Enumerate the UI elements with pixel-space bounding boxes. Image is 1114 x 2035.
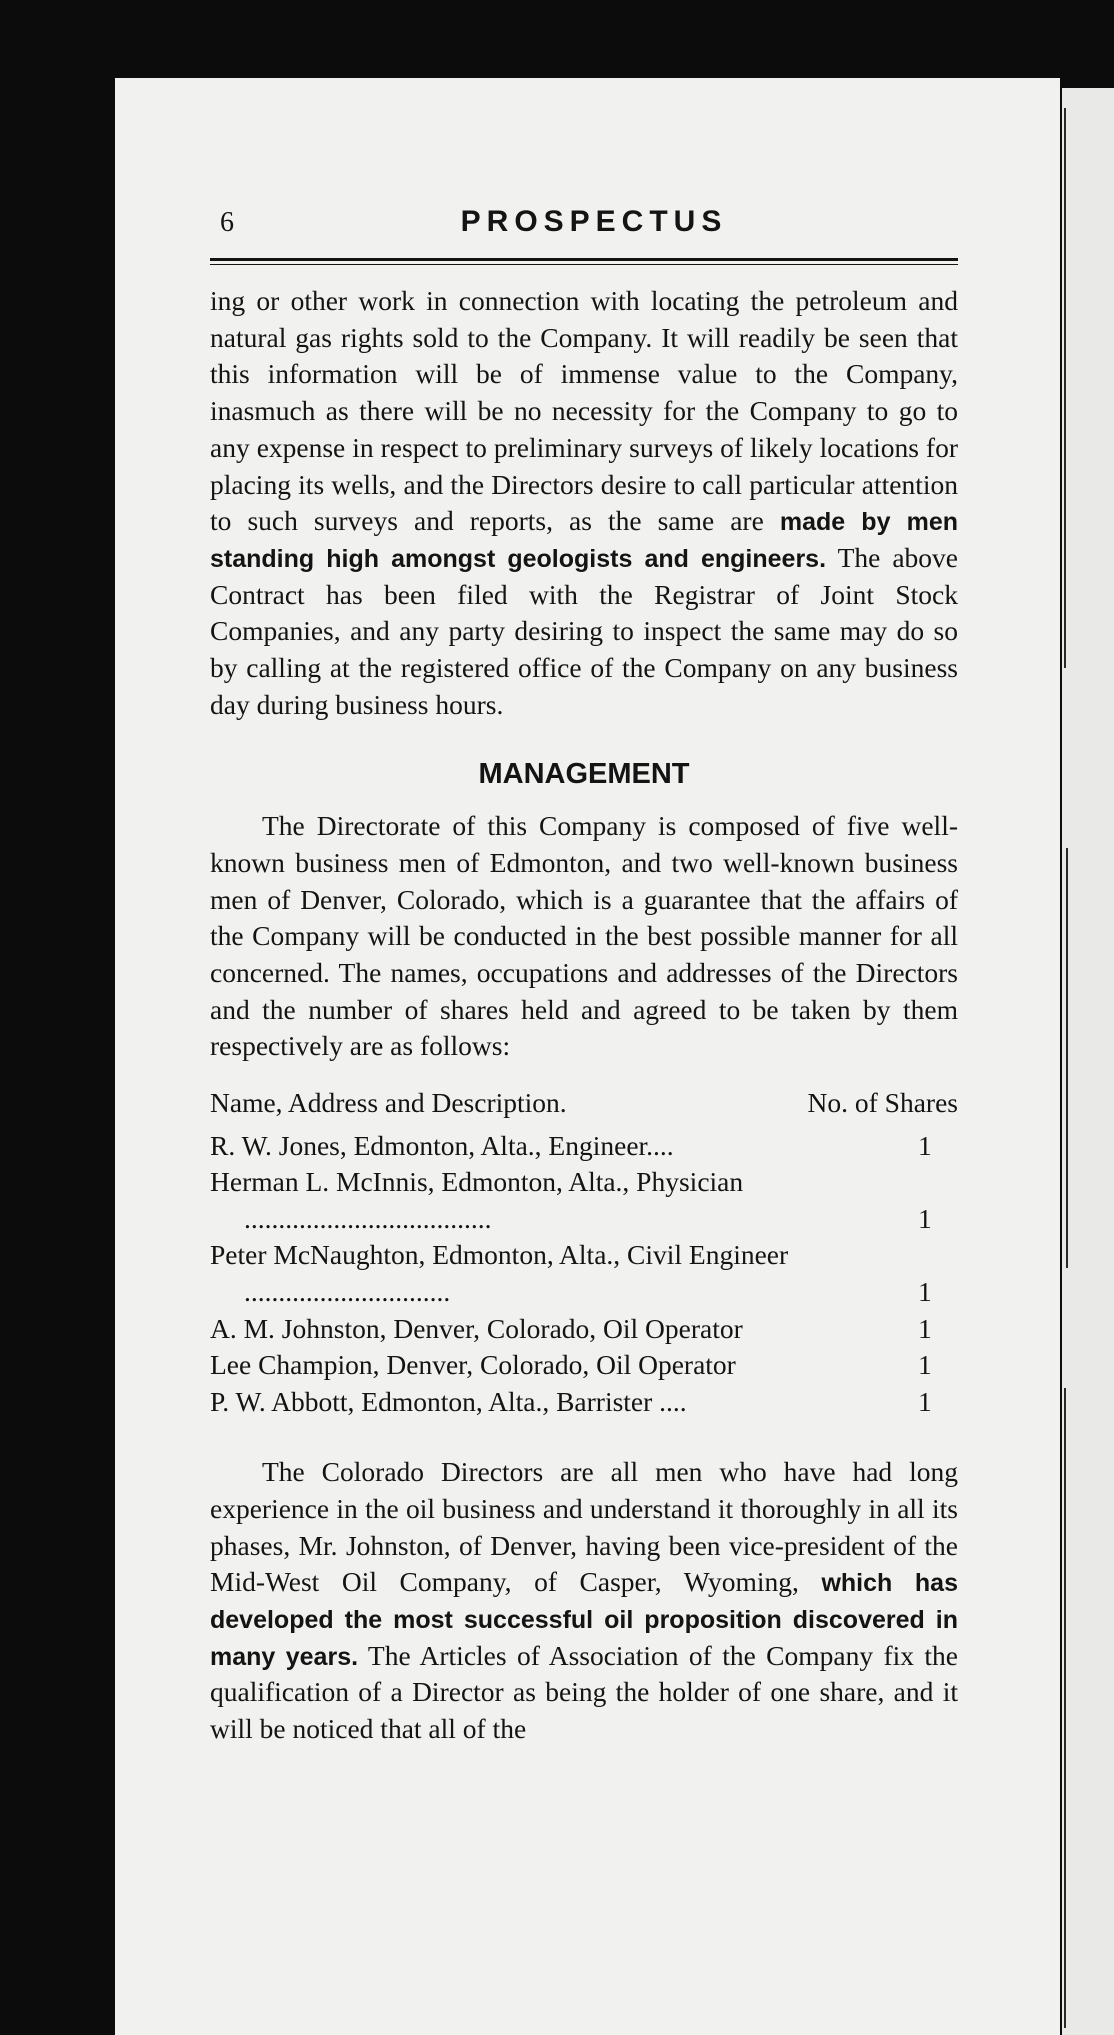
table-row bbox=[210, 1237, 958, 1310]
table-row bbox=[210, 1384, 958, 1421]
director-shares: 1 bbox=[918, 1385, 932, 1417]
page-edge-shadow bbox=[1066, 848, 1068, 1268]
director-description: R. W. Jones, Edmonton, Alta., Engineer.... bbox=[210, 1129, 674, 1161]
paragraph-management: The Directorate of this Company is composed of five well-known business men of Edmonton, and two well-known business men of Denver, Colorado, which is a guarantee that the affairs of the Company will be conducted in the best possible manner for all concerned. The names, occupations and addresses of the Directors and the number of shares held and agreed to be taken by them respectively are as follows: bbox=[210, 810, 958, 1062]
director-description: P. W. Abbott, Edmonton, Alta., Barrister .... bbox=[210, 1385, 687, 1417]
paragraph-contract: ing or other work in connection with locating the petroleum and natural gas rights sold to the Company. It will readily be seen that this information will be of immense value to the Company, inasmuch as there will be no necessity for the Company to go to any expense in respect to preliminary surveys of likely locations for placing its wells, and the Directors desire to call particular attention to such surveys and reports, as the same are made by men standing high amongst geologists and engineers. The above Contract has been filed with the Registrar of Joint Stock Companies, and any party desiring to inspect the same may do so by calling at the registered office of the Company on any business day during business hours. bbox=[210, 285, 959, 720]
page-edge-shadow bbox=[1064, 108, 1066, 668]
page-number: 6 bbox=[220, 207, 234, 238]
directors-table bbox=[210, 1128, 958, 1421]
table-row bbox=[210, 1164, 958, 1237]
page-header bbox=[210, 200, 958, 252]
page-text-column bbox=[210, 200, 958, 1748]
director-description: A. M. Johnston, Denver, Colorado, Oil Operator bbox=[210, 1312, 743, 1344]
director-shares: 1 bbox=[918, 1276, 932, 1308]
director-description: Herman L. McInnis, Edmonton, Alta., Physician .................................... bbox=[210, 1166, 744, 1234]
table-row bbox=[210, 1311, 958, 1348]
director-description: Lee Champion, Denver, Colorado, Oil Operator bbox=[210, 1349, 736, 1381]
header-rule bbox=[210, 258, 958, 265]
table-row bbox=[210, 1347, 958, 1384]
director-shares: 1 bbox=[918, 1349, 932, 1381]
director-shares: 1 bbox=[918, 1312, 932, 1344]
running-title: PROSPECTUS bbox=[460, 205, 728, 238]
section-title: MANAGEMENT bbox=[478, 758, 690, 791]
column-shares-header: No. of Shares bbox=[807, 1087, 958, 1119]
director-description: Peter McNaughton, Edmonton, Alta., Civil Engineer .............................. bbox=[210, 1239, 789, 1308]
director-shares: 1 bbox=[918, 1129, 932, 1161]
page-edge-shadow bbox=[1064, 1388, 1066, 2028]
emphasis-text: made by men standing high amongst geologists and engineers. bbox=[210, 508, 959, 573]
column-name-header: Name, Address and Description. bbox=[210, 1087, 567, 1119]
adjacent-page-edge bbox=[1062, 88, 1114, 2035]
paragraph-colorado-directors: The Colorado Directors are all men who have had long experience in the oil business and understand it thoroughly in all its phases, Mr. Johnston, of Denver, having been vice-president of the Mid-West Oil Company, of Casper, Wyoming, which has developed the most successful oil proposition discovered in many years. The Articles of Association of the Company fix the qualification of a Director as being the holder of one share, and it will be noticed that all of the bbox=[210, 1456, 958, 1745]
table-row bbox=[210, 1128, 958, 1165]
directors-table-header bbox=[210, 1085, 958, 1122]
emphasis-text: which has developed the most successful oil proposition discovered in many years. bbox=[210, 1569, 958, 1671]
director-shares: 1 bbox=[918, 1202, 932, 1234]
